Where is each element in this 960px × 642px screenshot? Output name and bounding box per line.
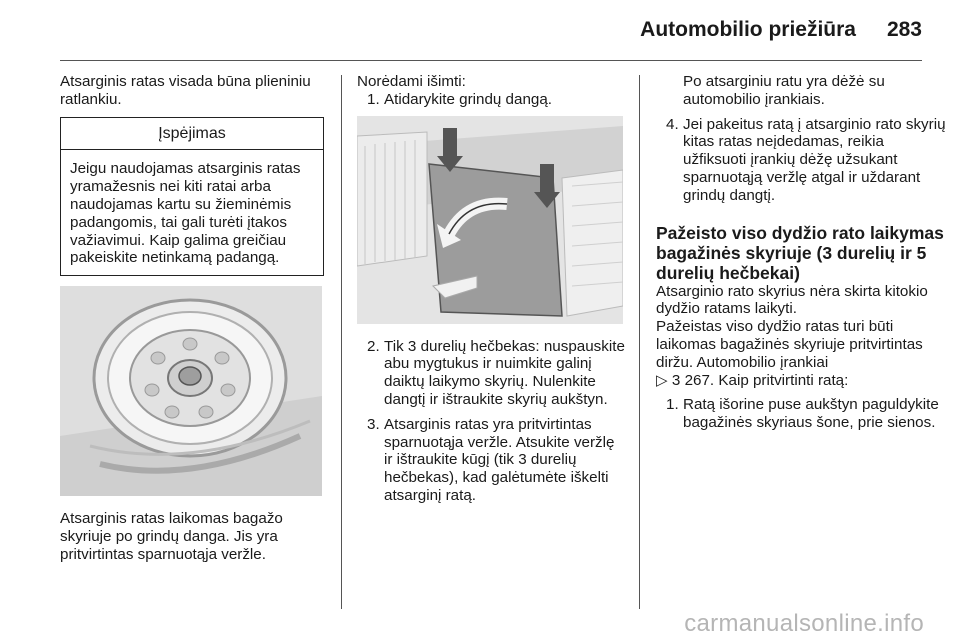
- body-paragraph-b: Pažeistas viso dydžio ratas turi būti laikomas bagažinės skyriuje pritvirtintas diržu. Automobilio įrankiai ▷ 3 267. Kaip pritvirtinti ratą:: [656, 318, 923, 389]
- step-text: Atsarginis ratas yra pritvirtintas sparnuotąja veržle. Atsukite veržlę ir ištraukite kūgį (tik 3 durelių hečbekas), kad galėtumėte iškelti atsarginį ratą.: [384, 415, 615, 504]
- continuation-paragraph: Po atsarginiu ratu yra dėžė su automobilio įrankiais.: [683, 73, 885, 108]
- warning-body: Jeigu naudojamas atsarginis ratas yramažesnis nei kiti ratai arba naudojamas kartu su žieminėmis padangomis, tai gali turėti įtakos važiavimui. Kaip galima greičiau pakeiskite netinkamą padangą.: [70, 160, 301, 267]
- floor-cover-illustration: [357, 116, 623, 324]
- page-number: 283: [886, 18, 922, 41]
- page-header-title: Automobilio priežiūra: [640, 18, 856, 41]
- warning-box: [60, 117, 324, 277]
- removal-lead: Norėdami išimti:: [357, 73, 466, 90]
- column-3: [656, 73, 946, 432]
- column-2: [357, 73, 627, 505]
- page-reference: 3 267. Kaip pritvirtinti ratą:: [671, 371, 849, 389]
- step-text: Atidarykite grindų dangą.: [384, 90, 553, 108]
- column-divider-2: [639, 75, 640, 609]
- step-number: 2.: [367, 337, 380, 355]
- body-paragraph-a: Atsarginio rato skyrius nėra skirta kitokio dydžio ratams laikyti.: [656, 282, 928, 318]
- list-item: [656, 116, 946, 205]
- column-divider-1: [341, 75, 342, 609]
- column-1: [60, 73, 324, 564]
- section-heading: Pažeisto viso dydžio rato laikymas bagažinės skyriuje (3 durelių ir 5 durelių hečbekai): [656, 222, 944, 283]
- spare-wheel-illustration: [60, 286, 322, 496]
- warning-title: Įspėjimas: [61, 118, 323, 151]
- watermark: carmanualsonline.info: [684, 610, 924, 637]
- step-number: 3.: [367, 415, 380, 433]
- list-item: [357, 338, 627, 409]
- step-text: Tik 3 durelių hečbekas: nuspauskite abu mygtukus ir nuimkite galinį daiktų laikymo skyrių. Nulenkite dangtį ir ištraukite skyrių aukštyn.: [384, 337, 625, 408]
- list-item: [357, 416, 627, 505]
- step-text: Ratą išorine puse aukštyn paguldykite bagažinės skyriaus šone, prie sienos.: [683, 396, 939, 432]
- list-item: [656, 396, 946, 432]
- step-text: Jei pakeitus ratą į atsarginio rato skyrių kitas ratas neįdedamas, reikia užfiksuoti įrankių dėžę užsukant sparnuotąją veržlę atgal ir uždarant grindų dangtį.: [683, 115, 946, 204]
- list-item: [357, 91, 627, 109]
- step-number: 1.: [666, 396, 679, 414]
- step-number: 1.: [367, 90, 380, 108]
- step-number: 4.: [666, 115, 679, 133]
- intro-paragraph: Atsarginis ratas visada būna plieniniu ratlankiu.: [60, 73, 311, 108]
- header-rule: [60, 60, 922, 61]
- arrow-ref-icon[interactable]: ▷: [656, 371, 668, 389]
- figure-caption: Atsarginis ratas laikomas bagažo skyriuje po grindų danga. Jis yra pritvirtintas sparnuotąja veržle.: [60, 510, 283, 563]
